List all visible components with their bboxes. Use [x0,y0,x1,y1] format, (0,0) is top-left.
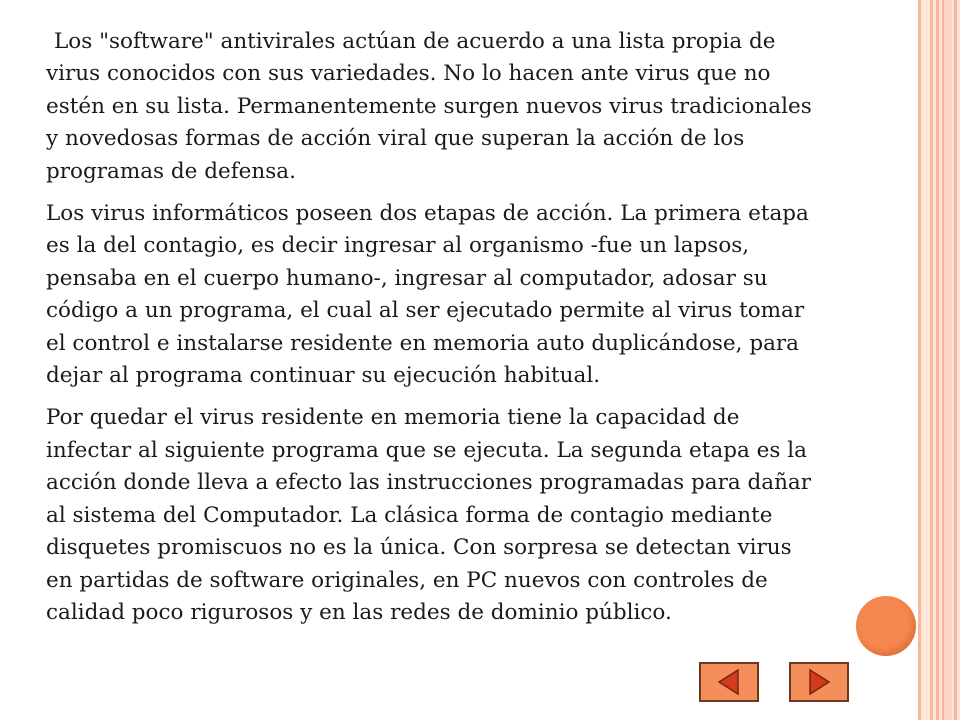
decorative-orange-circle [856,596,916,656]
slide-body [46,26,816,639]
previous-slide-button[interactable] [699,662,759,702]
triangle-right-icon [804,667,834,697]
paragraph-1: Los "software" antivirales actúan de acuerdo a una lista propia de virus conocidos con sus variedades. No lo hacen ante virus que no estén en su lista. Permanentemente surgen nuevos virus tradicionales y novedosas formas de acción viral que superan la acción de los programas de defensa. [46,29,812,184]
next-slide-button[interactable] [789,662,849,702]
paragraph-2: Los virus informáticos poseen dos etapas de acción. La primera etapa es la del contagio, es decir ingresar al organismo -fue un lapsos, pensaba en el cuerpo humano-, ingresar al computador, adosar su código a un programa, el cual al ser ejecutado permite al virus tomar el control e instalarse residente en memoria auto duplicándose, para dejar al programa continuar su ejecución habitual. [46,201,809,389]
paragraph-3: Por quedar el virus residente en memoria tiene la capacidad de infectar al siguiente programa que se ejecuta. La segunda etapa es la acción donde lleva a efecto las instrucciones programadas para dañar al sistema del Computador. La clásica forma de contagio mediante disquetes promiscuos no es la única. Con sorpresa se detectan virus en partidas de software originales, en PC nuevos con controles de calidad poco rigurosos y en las redes de dominio público. [46,405,812,625]
decorative-stripes [918,0,960,720]
triangle-left-icon [714,667,744,697]
